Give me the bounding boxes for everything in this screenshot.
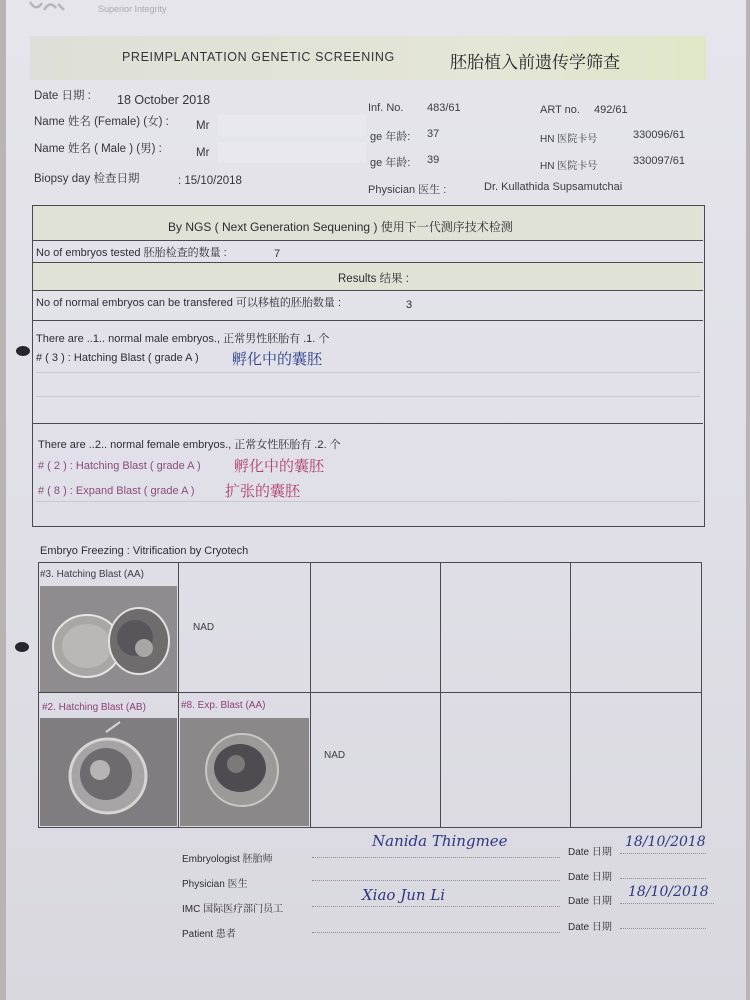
date-label: Date 日期: [568, 872, 612, 883]
female-hn-label: HN 医院卡号: [540, 134, 598, 145]
female-embryo-item: # ( 8 ) : Expand Blast ( grade A ): [38, 485, 195, 497]
embryo-caption-2: #2. Hatching Blast (AB): [42, 702, 146, 713]
punch-hole-icon: [16, 346, 30, 356]
embryo-photo-8: [180, 718, 309, 826]
redacted-male-name: [218, 142, 366, 163]
female-hn-value: 330096/61: [633, 129, 685, 141]
male-embryo-item: # ( 3 ) : Hatching Blast ( grade A ): [36, 352, 199, 364]
embryo-image-icon: [180, 718, 309, 826]
embryo-photo-3: [40, 586, 177, 692]
normal-embryos-label: No of normal embryos can be transfered 可以移植的胚胎数量 :: [36, 297, 342, 309]
ngs-heading: By NGS ( Next Generation Sequening ) 使用下一代测序技术检测: [168, 220, 513, 234]
male-name-label: Name 姓名 ( Male ) (男) :: [34, 143, 162, 155]
date-label: Date 日期: [568, 847, 612, 858]
nad-label: NAD: [324, 750, 346, 761]
embryo-image-icon: [40, 586, 177, 692]
male-name-value: Mr: [196, 147, 210, 159]
art-value: 492/61: [594, 104, 628, 116]
biopsy-label: Biopsy day 检查日期: [34, 173, 140, 185]
imc-label: IMC 国际医疗部门员工: [182, 904, 284, 915]
male-hn-label: HN 医院卡号: [540, 161, 598, 172]
male-hn-value: 330097/61: [633, 155, 685, 167]
male-embryo-note: 孵化中的囊胚: [232, 351, 323, 368]
imc-date: 18/10/2018: [628, 884, 709, 900]
date-value: 18 October 2018: [117, 93, 211, 107]
female-name-label: Name 姓名 (Female) (女) :: [34, 116, 169, 128]
physician-label: Physician 医生 :: [368, 184, 447, 196]
embryos-tested-label: No of embryos tested 胚胎检查的数量 :: [36, 247, 227, 259]
page-title-chinese: 胚胎植入前遗传学筛查: [450, 53, 620, 72]
redacted-female-name: [218, 115, 366, 136]
patient-sign-label: Patient 患者: [182, 929, 236, 940]
female-embryo-note: 孵化中的囊胚: [234, 458, 325, 475]
female-embryo-item: # ( 2 ) : Hatching Blast ( grade A ): [38, 460, 201, 472]
female-name-value: Mr: [196, 120, 210, 132]
physician-value: Dr. Kullathida Supsamutchai: [484, 181, 623, 193]
embryo-image-icon: [40, 718, 177, 826]
inf-label: Inf. No.: [368, 102, 404, 114]
female-embryo-note: 扩张的囊胚: [225, 483, 301, 500]
date-label: Date 日期: [568, 922, 612, 933]
embryologist-signature: Nanida Thingmee: [372, 832, 508, 850]
biopsy-value: : 15/10/2018: [178, 175, 242, 187]
embryo-photo-2: [40, 718, 177, 826]
logo-icon: [28, 0, 68, 14]
date-label: Date 日期: [568, 896, 612, 907]
date-label: Date 日期 :: [34, 90, 91, 102]
male-age-label: ge 年龄:: [370, 157, 411, 169]
male-age-value: 39: [427, 154, 440, 166]
embryo-caption-8: #8. Exp. Blast (AA): [181, 700, 266, 711]
embryo-caption-3: #3. Hatching Blast (AA): [40, 569, 144, 580]
freezing-heading: Embryo Freezing : Vitrification by Cryotech: [40, 545, 249, 557]
normal-embryos-value: 3: [406, 299, 413, 311]
results-heading: Results 结果 :: [338, 273, 409, 285]
nad-label: NAD: [193, 622, 215, 633]
embryologist-date: 18/10/2018: [625, 834, 706, 850]
female-age-label: ge 年龄:: [370, 131, 411, 143]
male-embryos-line: There are ..1.. normal male embryos., 正常男性胚胎有 .1. 个: [36, 333, 330, 345]
art-label: ART no.: [540, 104, 580, 116]
imc-signature: Xiao Jun Li: [362, 886, 446, 904]
logo-text: Superior Integrity: [98, 4, 167, 14]
page-title: PREIMPLANTATION GENETIC SCREENING: [122, 50, 395, 64]
female-embryos-line: There are ..2.. normal female embryos., 正常女性胚胎有 .2. 个: [38, 439, 341, 451]
punch-hole-icon: [15, 642, 29, 652]
inf-value: 483/61: [427, 102, 461, 114]
physician-sign-label: Physician 医生: [182, 879, 248, 890]
female-age-value: 37: [427, 128, 440, 140]
embryologist-label: Embryologist 胚胎师: [182, 854, 273, 865]
embryos-tested-value: 7: [274, 248, 281, 260]
